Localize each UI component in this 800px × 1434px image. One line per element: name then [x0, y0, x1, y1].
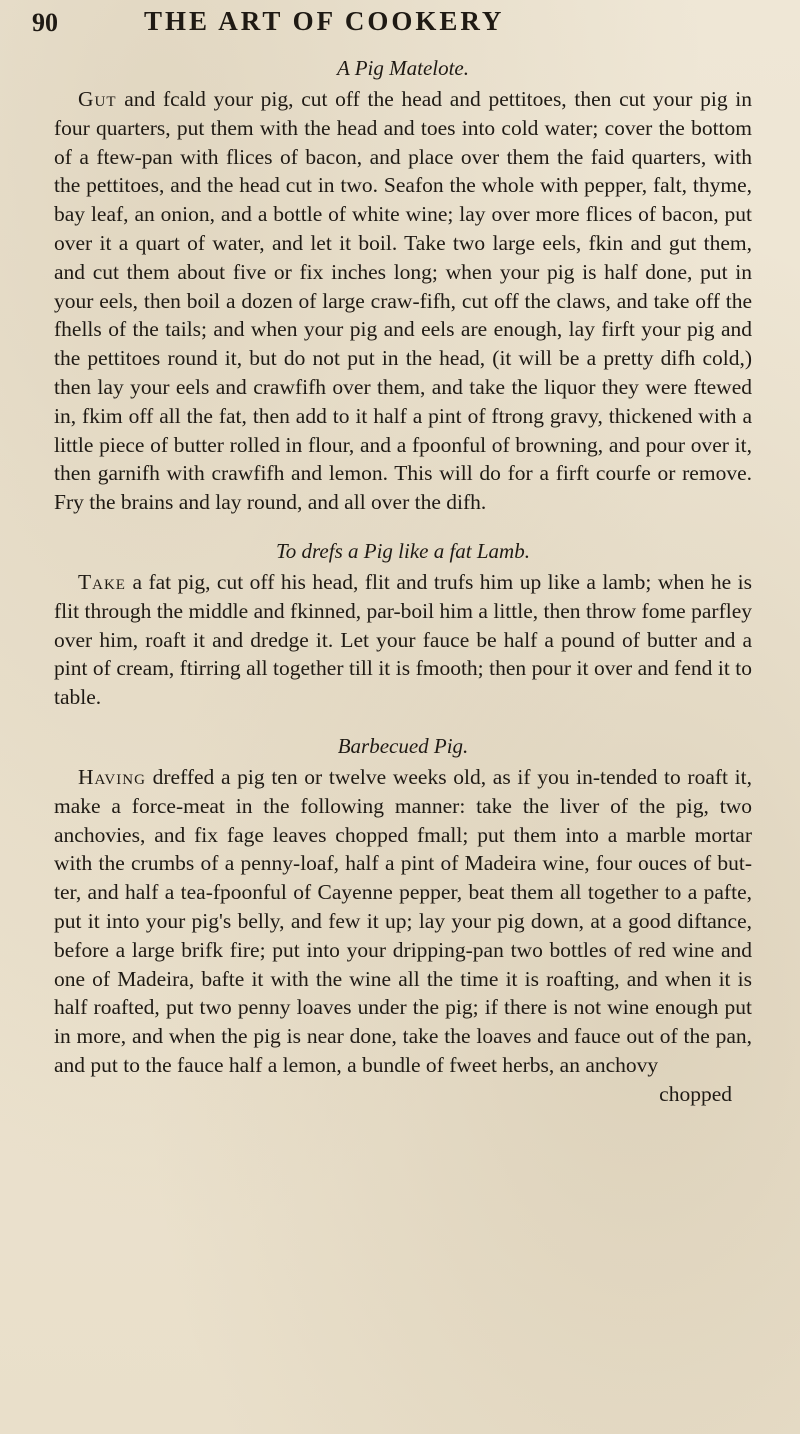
recipe-section — [54, 539, 752, 712]
page-number: 90 — [32, 8, 58, 37]
recipe-text: dreffed a pig ten or twelve weeks old, as if you in-tended to roaft it, make a force-meat in the following manner: take the liver of the pig, two anchovies, and fix fage leaves chopped fmall; put them into a marble mortar with the crumbs of a penny-loaf, half a pint of Madeira wine, four ouces of but-ter, and half a tea-fpoonful of Cayenne pepper, beat them all together to a pafte, put it into your pig's belly, and few it up; lay your pig down, at a good diftance, before a large brifk fire; put into your dripping-pan two bottles of red wine and one of Madeira, bafte it with the wine all the time it is roafting, and when it is half roafted, put two penny loaves under the pig; if there is not wine enough put in more, and when the pig is near done, take the loaves and fauce out of the pan, and put to the fauce half a lemon, a bundle of fweet herbs, an anchovy — [54, 764, 752, 1077]
recipe-text: a fat pig, cut off his head, flit and trufs him up like a lamb; when he is flit through the middle and fkinned, par-boil him a little, then throw fome parfley over him, roaft it and dredge it. Let your fauce be half a pound of butter and a pint of cream, ftirring all together till it is fmooth; then pour it over and fend it to table. — [54, 569, 752, 710]
recipe-body — [54, 568, 752, 712]
recipe-lead-word: Take — [78, 569, 126, 594]
recipe-text: and fcald your pig, cut off the head and pettitoes, then cut your pig in four quarters, put them with the head and toes into cold water; cover the bottom of a ftew-pan with flices of bacon, and place over them the faid quarters, with the pettitoes, and the head cut in two. Seafon the whole with pepper, falt, thyme, bay leaf, an onion, and a bottle of white wine; lay over more flices of bacon, put over it a quart of water, and let it boil. Take two large eels, fkin and gut them, and cut them about five or fix inches long; when your pig is half done, put in your eels, then boil a dozen of large craw-fifh, cut off the claws, and take off the fhells of the tails; and when your pig and eels are enough, lay firft your pig and the pettitoes round it, but do not put in the head, (it will be a pretty difh cold,) then lay your eels and crawfifh over them, and take the liquor they were ftewed in, fkim off all the fat, then add to it half a pint of ftrong gravy, thickened with a little piece of butter rolled in flour, and a fpoonful of browning, and pour over it, then garnifh with crawfifh and lemon. This will do for a firft courfe or remove. Fry the brains and lay round, and all over the difh. — [54, 87, 752, 515]
running-title: THE ART OF COOKERY — [144, 6, 505, 36]
recipe-title: To drefs a Pig like a fat Lamb. — [276, 538, 530, 563]
recipe-lead-word: Having — [78, 764, 146, 789]
recipe-title: Barbecued Pig. — [337, 733, 469, 758]
recipe-body — [54, 85, 752, 517]
recipe-lead-word: Gut — [78, 87, 117, 111]
recipe-section — [54, 56, 752, 517]
recipe-body — [54, 763, 752, 1080]
running-head — [54, 6, 752, 52]
recipe-title: A Pig Matelote. — [337, 56, 469, 80]
catchword: chopped — [659, 1081, 732, 1106]
recipe-section — [54, 734, 752, 1108]
